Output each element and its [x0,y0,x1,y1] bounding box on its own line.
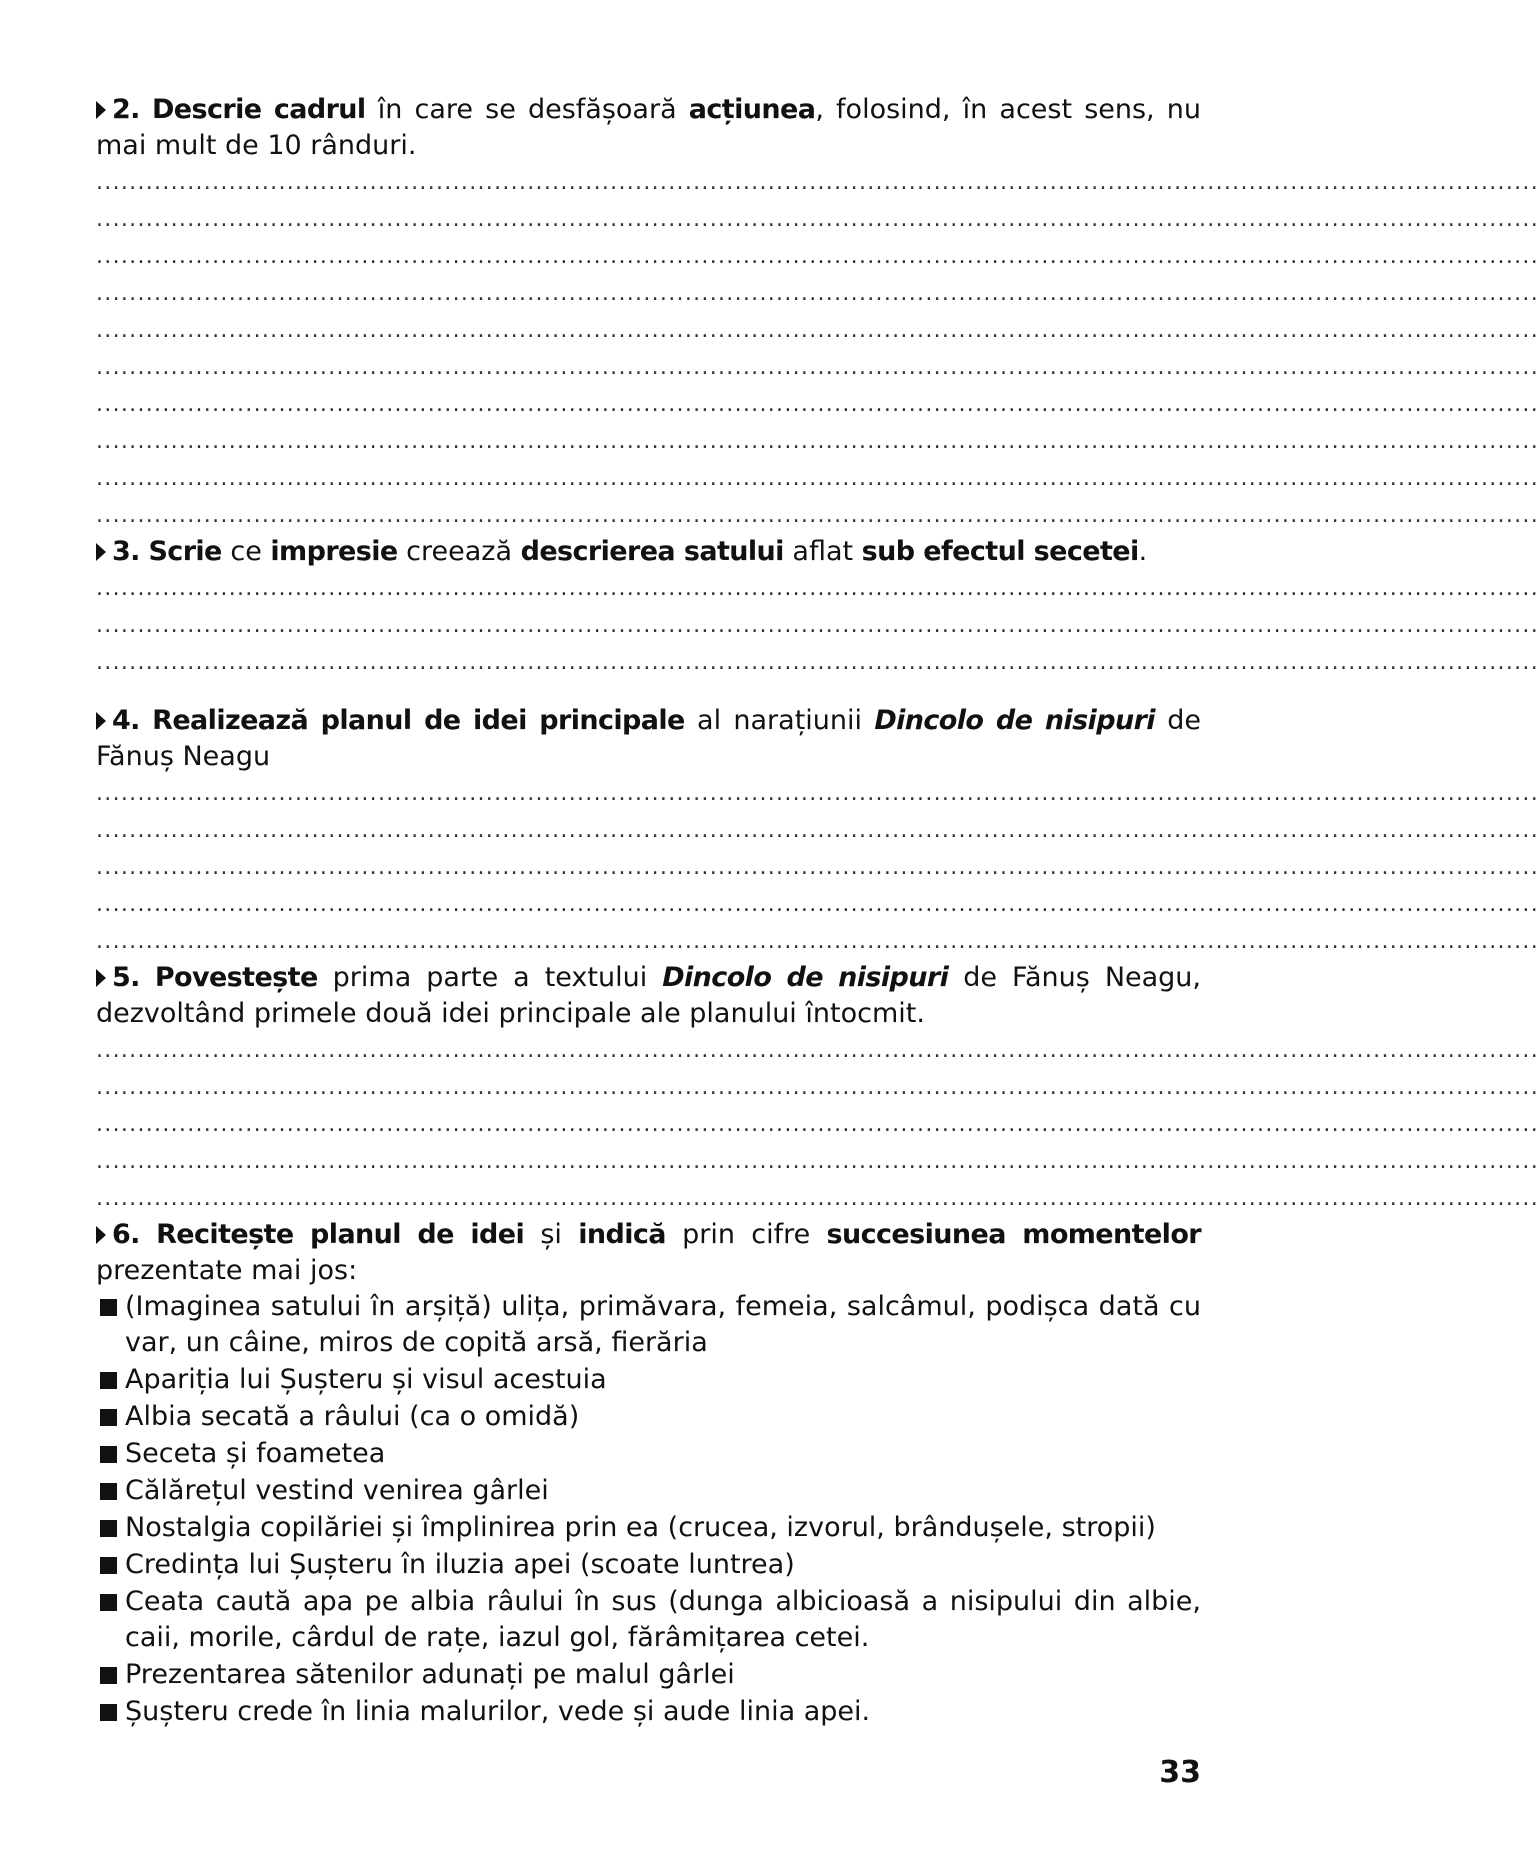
answer-line[interactable]: .............................................................................................................................................................................. [96,613,1539,638]
task-2-number: 2. [112,94,140,125]
list-item-text: Prezentarea sătenilor adunați pe malul gârlei [125,1659,735,1690]
triangle-bullet-icon [96,543,106,561]
task-6-text-3: prezentate mai jos: [96,1255,358,1286]
task-5-title: Dincolo de nisipuri [662,962,949,993]
task-2-bold-1: Descrie cadrul [152,94,366,125]
answer-line[interactable]: .............................................................................................................................................................................. [96,392,1539,417]
list-item-text: Nostalgia copilăriei și împlinirea prin ea (crucea, izvorul, brândușele, stropii) [125,1512,1156,1543]
list-item[interactable] [96,1694,1201,1730]
list-item-text: Credința lui Șușteru în iluzia apei (scoate luntrea) [125,1549,795,1580]
task-3-bold-4: sub efectul secetei [861,536,1139,567]
task-5-text-1: prima parte a textului [317,962,663,993]
task-3 [96,534,1201,570]
task-5-bold-1: Povestește [154,962,318,993]
task-4-text-1: al narațiunii [684,705,875,736]
task-5-text-2: de Fănuș Neagu, dezvoltând primele două idei principale ale planului întocmit. [96,962,1202,1029]
task-6 [96,1217,1201,1289]
triangle-bullet-icon [96,712,106,730]
task-2-text-1: în care se desfășoară [365,94,689,125]
square-bullet-icon [100,1704,117,1721]
list-item[interactable] [96,1436,1201,1472]
list-item[interactable] [96,1510,1201,1546]
square-bullet-icon [100,1483,117,1500]
answer-line[interactable]: .............................................................................................................................................................................. [96,855,1539,880]
task-6-number: 6. [112,1219,140,1250]
task-6-text-1: și [524,1219,579,1250]
square-bullet-icon [100,1667,117,1684]
square-bullet-icon [100,1409,117,1426]
task-3-bold-1: Scrie [148,536,222,567]
list-item[interactable] [96,1473,1201,1509]
answer-line[interactable]: .............................................................................................................................................................................. [96,929,1539,954]
task-3-answer-area[interactable] [96,570,1539,681]
answer-line[interactable]: .............................................................................................................................................................................. [96,1112,1539,1137]
task-4-title: Dincolo de nisipuri [874,705,1155,736]
square-bullet-icon [100,1557,117,1574]
answer-line[interactable]: .............................................................................................................................................................................. [96,781,1539,806]
answer-line[interactable]: .............................................................................................................................................................................. [96,466,1539,491]
task-3-text-2: creează [397,536,521,567]
list-item[interactable] [96,1584,1201,1656]
list-item[interactable] [96,1289,1201,1361]
task-3-text-3: aflat [783,536,862,567]
task-3-number: 3. [112,536,140,567]
list-item-text: Călărețul vestind venirea gârlei [125,1475,549,1506]
task-3-bold-2: impresie [270,536,398,567]
answer-line[interactable]: .............................................................................................................................................................................. [96,170,1539,195]
answer-line[interactable]: .............................................................................................................................................................................. [96,207,1539,232]
task-3-text-1: ce [221,536,271,567]
task-3-bold-3: descrierea satului [520,536,784,567]
task-4-text-2: de Fănuș Neagu [96,705,1201,772]
answer-line[interactable]: .............................................................................................................................................................................. [96,1149,1539,1174]
triangle-bullet-icon [96,101,106,119]
answer-line[interactable]: .............................................................................................................................................................................. [96,318,1539,343]
task-4-bold-1: Realizează planul de idei principale [152,705,685,736]
list-item-text: Șușteru crede în linia malurilor, vede și aude linia apei. [125,1696,871,1727]
page-number: 33 [1159,1755,1201,1790]
list-item-text: Seceta și foametea [125,1438,386,1469]
answer-line[interactable]: .............................................................................................................................................................................. [96,892,1539,917]
task-2-answer-area[interactable] [96,164,1539,534]
answer-line[interactable]: .............................................................................................................................................................................. [96,355,1539,380]
task-5-number: 5. [112,962,140,993]
task-6-bold-2: indică [578,1219,666,1250]
answer-line[interactable]: .............................................................................................................................................................................. [96,576,1539,601]
task-4-number: 4. [112,705,140,736]
list-item[interactable] [96,1547,1201,1583]
answer-line[interactable]: .............................................................................................................................................................................. [96,1038,1539,1063]
square-bullet-icon [100,1520,117,1537]
task-5 [96,960,1201,1032]
task-6-item-list [96,1289,1201,1730]
answer-line[interactable]: .............................................................................................................................................................................. [96,650,1539,675]
list-item[interactable] [96,1362,1201,1398]
task-2-text-2: , folosind, în acest sens, nu mai mult de 10 rânduri. [96,94,1202,161]
answer-line[interactable]: .............................................................................................................................................................................. [96,281,1539,306]
task-6-text-2: prin cifre [665,1219,827,1250]
square-bullet-icon [100,1594,117,1611]
task-2 [96,92,1201,164]
square-bullet-icon [100,1372,117,1389]
answer-line[interactable]: .............................................................................................................................................................................. [96,1186,1539,1211]
task-3-text-4: . [1138,536,1148,567]
triangle-bullet-icon [96,969,106,987]
task-2-bold-2: acțiunea [688,94,816,125]
answer-line[interactable]: .............................................................................................................................................................................. [96,503,1539,528]
triangle-bullet-icon [96,1226,106,1244]
page-content [96,92,1539,1731]
list-item-text: (Imaginea satului în arșiță) ulița, primăvara, femeia, salcâmul, podișca dată cu var, un câine, miros de copită arsă, fierăria [125,1291,1201,1358]
list-item-text: Ceata caută apa pe albia râului în sus (dunga albicioasă a nisipului din albie, caii, morile, cârdul de rațe, iazul gol, fărâmițarea cetei. [125,1586,1201,1653]
task-6-bold-1: Recitește planul de idei [156,1219,525,1250]
list-item[interactable] [96,1657,1201,1693]
list-item-text: Albia secată a râului (ca o omidă) [125,1401,580,1432]
list-item[interactable] [96,1399,1201,1435]
spacer [96,681,1201,703]
answer-line[interactable]: .............................................................................................................................................................................. [96,818,1539,843]
square-bullet-icon [100,1446,117,1463]
answer-line[interactable]: .............................................................................................................................................................................. [96,1075,1539,1100]
task-4-answer-area[interactable] [96,775,1539,960]
list-item-text: Apariția lui Șușteru și visul acestuia [125,1364,607,1395]
answer-line[interactable]: .............................................................................................................................................................................. [96,429,1539,454]
square-bullet-icon [100,1299,117,1316]
task-5-answer-area[interactable] [96,1032,1539,1217]
task-4 [96,703,1201,775]
answer-line[interactable]: .............................................................................................................................................................................. [96,244,1539,269]
task-6-bold-3: succesiunea momentelor [826,1219,1201,1250]
